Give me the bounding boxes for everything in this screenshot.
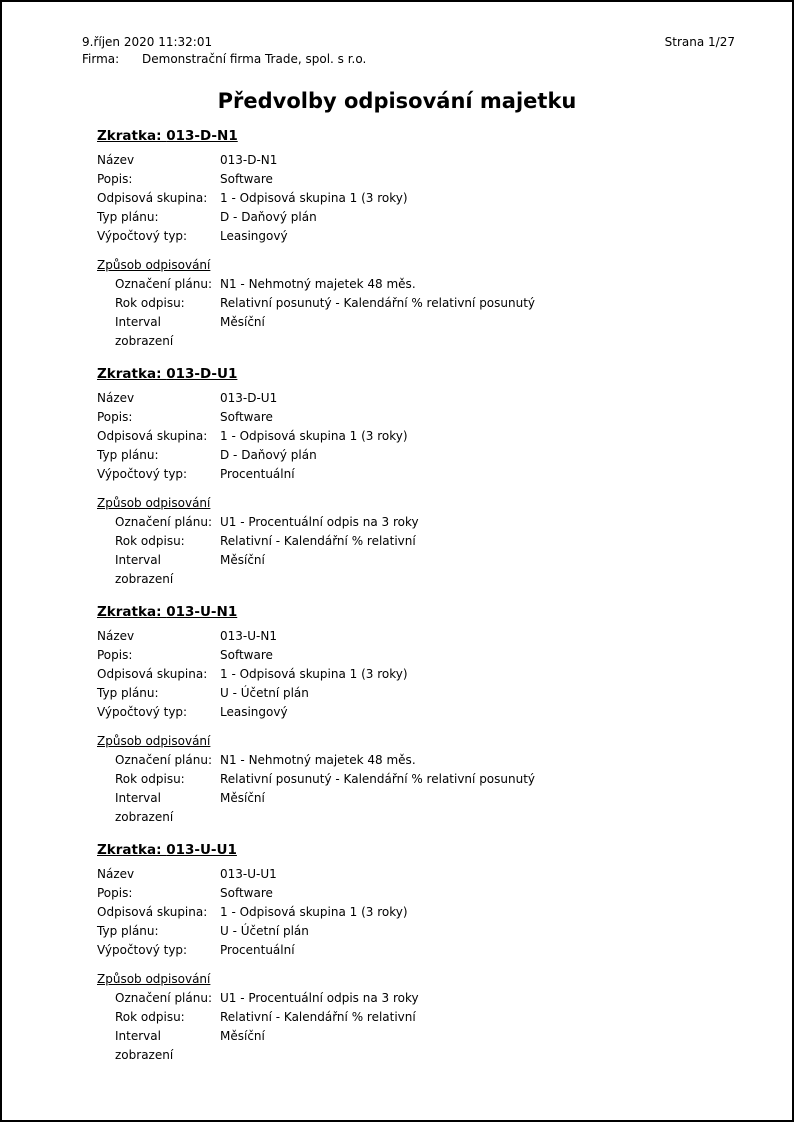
field-value: U1 - Procentuální odpis na 3 roky <box>220 991 419 1005</box>
field-label: Název <box>97 867 135 881</box>
field-value: Leasingový <box>220 229 288 243</box>
field-row <box>97 408 735 427</box>
field-value: Relativní posunutý - Kalendářní % relativní posunutý <box>220 772 536 786</box>
field-label: Název <box>97 391 135 405</box>
field-row <box>97 389 735 408</box>
section-heading-label: Zkratka: <box>97 842 162 858</box>
field-value: 1 - Odpisová skupina 1 (3 roky) <box>220 191 408 205</box>
report-header-line1 <box>82 34 735 50</box>
field-value: Relativní posunutý - Kalendářní % relativní posunutý <box>220 296 536 310</box>
field-value: 1 - Odpisová skupina 1 (3 roky) <box>220 429 408 443</box>
field-label: Popis: <box>97 410 133 424</box>
field-row <box>97 551 735 589</box>
field-label: Typ plánu: <box>97 686 159 700</box>
field-value: Relativní - Kalendářní % relativní <box>220 534 416 548</box>
field-label: Odpisová skupina: <box>97 191 208 205</box>
field-value: Leasingový <box>220 705 288 719</box>
field-row <box>97 275 735 294</box>
section-heading-label: Zkratka: <box>97 604 162 620</box>
field-label: Název <box>97 629 135 643</box>
field-label: Popis: <box>97 648 133 662</box>
field-value: U1 - Procentuální odpis na 3 roky <box>220 515 419 529</box>
field-value: D - Daňový plán <box>220 210 317 224</box>
asset-section <box>97 842 735 1065</box>
section-heading <box>97 842 735 858</box>
field-row <box>97 227 735 246</box>
field-value: Procentuální <box>220 943 295 957</box>
field-label: Popis: <box>97 886 133 900</box>
field-row <box>97 1027 735 1065</box>
field-value: Software <box>220 172 273 186</box>
field-row <box>97 922 735 941</box>
field-row <box>97 789 735 827</box>
field-row <box>97 865 735 884</box>
field-value: 1 - Odpisová skupina 1 (3 roky) <box>220 905 408 919</box>
firm-name: Demonstrační firma Trade, spol. s r.o. <box>142 52 367 66</box>
field-row <box>97 770 735 789</box>
field-value: 013-D-U1 <box>220 391 278 405</box>
field-label: Typ plánu: <box>97 448 159 462</box>
field-label: Označení plánu: <box>115 515 212 529</box>
field-value: 013-U-N1 <box>220 629 277 643</box>
field-label: Odpisová skupina: <box>97 905 208 919</box>
field-row <box>97 703 735 722</box>
field-row <box>97 941 735 960</box>
field-row <box>97 189 735 208</box>
page-number: Strana 1/27 <box>664 35 735 49</box>
field-value: Měsíční <box>220 553 265 567</box>
field-value: Procentuální <box>220 467 295 481</box>
field-row <box>97 465 735 484</box>
asset-section <box>97 128 735 351</box>
report-datetime: 9.říjen 2020 11:32:01 <box>82 35 213 49</box>
field-value: N1 - Nehmotný majetek 48 měs. <box>220 277 416 291</box>
subsection-heading: Způsob odpisování <box>97 496 211 510</box>
field-value: N1 - Nehmotný majetek 48 měs. <box>220 753 416 767</box>
subsection-heading: Způsob odpisování <box>97 734 211 748</box>
section-abbr: 013-U-U1 <box>166 842 237 858</box>
section-heading <box>97 128 735 144</box>
section-heading <box>97 604 735 620</box>
field-label: Označení plánu: <box>115 277 212 291</box>
field-label: Označení plánu: <box>115 991 212 1005</box>
field-row <box>97 684 735 703</box>
field-row <box>97 427 735 446</box>
field-label: Interval zobrazení <box>115 553 174 586</box>
section-heading-label: Zkratka: <box>97 128 162 144</box>
field-value: Relativní - Kalendářní % relativní <box>220 1010 416 1024</box>
field-label: Označení plánu: <box>115 753 212 767</box>
field-value: Měsíční <box>220 1029 265 1043</box>
report-header-line2 <box>82 51 735 67</box>
field-label: Rok odpisu: <box>115 296 185 310</box>
field-value: 1 - Odpisová skupina 1 (3 roky) <box>220 667 408 681</box>
field-row <box>97 751 735 770</box>
field-label: Interval zobrazení <box>115 791 174 824</box>
subsection-heading: Způsob odpisování <box>97 258 211 272</box>
field-label: Výpočtový typ: <box>97 467 188 481</box>
section-abbr: 013-D-N1 <box>166 128 238 144</box>
field-value: Software <box>220 410 273 424</box>
field-value: Měsíční <box>220 315 265 329</box>
field-row <box>97 532 735 551</box>
field-label: Výpočtový typ: <box>97 705 188 719</box>
field-value: Měsíční <box>220 791 265 805</box>
field-label: Typ plánu: <box>97 924 159 938</box>
field-label: Odpisová skupina: <box>97 429 208 443</box>
field-value: Software <box>220 886 273 900</box>
field-value: D - Daňový plán <box>220 448 317 462</box>
firm-label: Firma: <box>82 52 120 66</box>
field-row <box>97 151 735 170</box>
field-row <box>97 665 735 684</box>
field-label: Rok odpisu: <box>115 534 185 548</box>
field-row <box>97 1008 735 1027</box>
field-label: Popis: <box>97 172 133 186</box>
section-abbr: 013-D-U1 <box>166 366 238 382</box>
field-row <box>97 208 735 227</box>
field-row <box>97 903 735 922</box>
field-row <box>97 170 735 189</box>
field-label: Výpočtový typ: <box>97 943 188 957</box>
field-label: Rok odpisu: <box>115 1010 185 1024</box>
field-row <box>97 513 735 532</box>
field-row <box>97 446 735 465</box>
field-label: Název <box>97 153 135 167</box>
field-label: Výpočtový typ: <box>97 229 188 243</box>
field-row <box>97 294 735 313</box>
field-row <box>97 313 735 351</box>
field-label: Rok odpisu: <box>115 772 185 786</box>
field-row <box>97 646 735 665</box>
field-label: Interval zobrazení <box>115 315 174 348</box>
field-label: Interval zobrazení <box>115 1029 174 1062</box>
section-heading-label: Zkratka: <box>97 366 162 382</box>
asset-section <box>97 604 735 827</box>
field-row <box>97 989 735 1008</box>
field-value: 013-U-U1 <box>220 867 277 881</box>
field-value: U - Účetní plán <box>220 686 309 700</box>
section-heading <box>97 366 735 382</box>
field-row <box>97 627 735 646</box>
section-abbr: 013-U-N1 <box>166 604 238 620</box>
report-title: Předvolby odpisování majetku <box>217 89 577 113</box>
field-row <box>97 884 735 903</box>
field-label: Odpisová skupina: <box>97 667 208 681</box>
field-label: Typ plánu: <box>97 210 159 224</box>
asset-section <box>97 366 735 589</box>
field-value: Software <box>220 648 273 662</box>
subsection-heading: Způsob odpisování <box>97 972 211 986</box>
field-value: 013-D-N1 <box>220 153 278 167</box>
field-value: U - Účetní plán <box>220 924 309 938</box>
